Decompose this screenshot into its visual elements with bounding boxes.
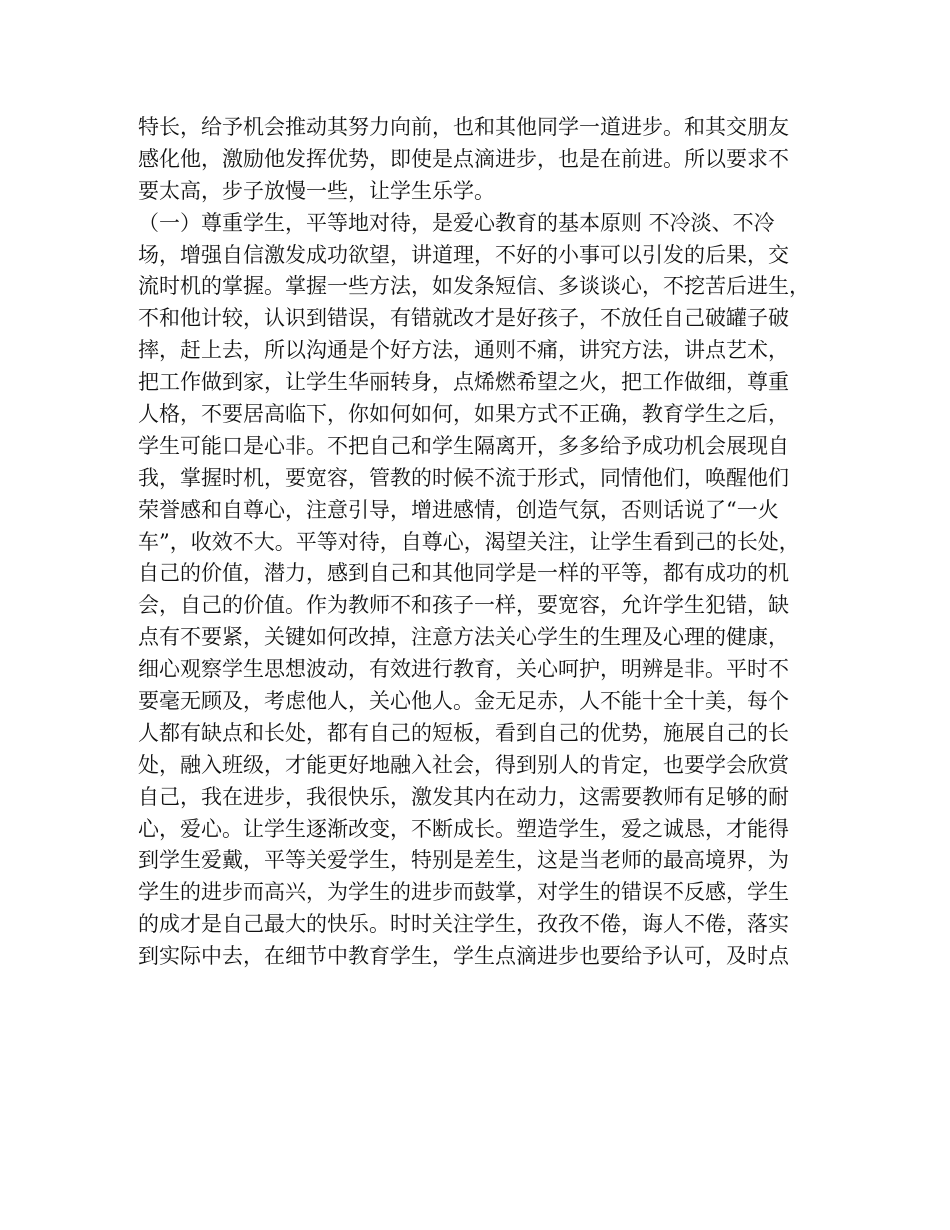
text-line: 荣誉感和自尊心，注意引导，增进感情，创造气氛，否则话说了“一火 <box>138 497 779 522</box>
text-line: 自己，我在进步，我很快乐，激发其内在动力，这需要教师有足够的耐 <box>138 784 789 809</box>
text-line: 处，融入班级，才能更好地融入社会，得到别人的肯定，也要学会欣赏 <box>138 752 789 777</box>
text-line: 不和他计较，认识到错误，有错就改才是好孩子，不放任自己破罐子破 <box>138 306 789 331</box>
text-line: 的成才是自己最大的快乐。时时关注学生，孜孜不倦，诲人不倦，落实 <box>138 912 789 937</box>
body-text <box>138 112 828 973</box>
text-line: 学生的进步而高兴，为学生的进步而鼓掌，对学生的错误不反感，学生 <box>138 880 789 905</box>
section-heading-line: （一）尊重学生，平等地对待，是爱心教育的基本原则 不冷淡、不冷 <box>138 210 775 235</box>
text-line: 感化他，激励他发挥优势，即使是点滴进步，也是在前进。所以要求不 <box>138 146 789 171</box>
text-line: 细心观察学生思想波动，有效进行教育，关心呵护，明辨是非。平时不 <box>138 657 789 682</box>
text-line: 要太高，步子放慢一些，让学生乐学。 <box>138 178 495 203</box>
text-line: 特长，给予机会推动其努力向前，也和其他同学一道进步。和其交朋友 <box>138 115 789 139</box>
text-line: 流时机的掌握。掌握一些方法，如发条短信、多谈谈心，不挖苦后进生， <box>138 274 810 299</box>
text-line: 把工作做到家，让学生华丽转身，点烯燃希望之火，把工作做细，尊重 <box>138 370 789 395</box>
text-line: 点有不要紧，关键如何改掉，注意方法关心学生的生理及心理的健康， <box>138 625 789 650</box>
text-line: 会，自己的价值。作为教师不和孩子一样，要宽容，允许学生犯错，缺 <box>138 593 789 618</box>
text-line: 人格，不要居高临下，你如何如何，如果方式不正确，教育学生之后， <box>138 402 789 427</box>
text-line: 车”，收效不大。平等对待，自尊心，渴望关注，让学生看到己的长处， <box>138 529 800 554</box>
text-line: 自己的价值，潜力，感到自己和其他同学是一样的平等，都有成功的机 <box>138 561 789 586</box>
text-line: 到实际中去，在细节中教育学生，学生点滴进步也要给予认可，及时点 <box>138 944 789 969</box>
text-line: 摔，赶上去，所以沟通是个好方法，通则不痛，讲究方法，讲点艺术， <box>138 338 789 363</box>
text-line: 要毫无顾及，考虑他人，关心他人。金无足赤，人不能十全十美，每个 <box>138 689 789 714</box>
text-line: 场，增强自信激发成功欲望，讲道理，不好的小事可以引发的后果，交 <box>138 242 789 267</box>
text-line: 到学生爱戴，平等关爱学生，特别是差生，这是当老师的最高境界，为 <box>138 848 789 873</box>
text-line: 人都有缺点和长处，都有自己的短板，看到自己的优势，施展自己的长 <box>138 720 789 745</box>
text-line: 心，爱心。让学生逐渐改变，不断成长。塑造学生，爱之诚恳，才能得 <box>138 816 789 841</box>
text-line: 学生可能口是心非。不把自己和学生隔离开，多多给予成功机会展现自 <box>138 433 789 458</box>
text-line: 我，掌握时机，要宽容，管教的时候不流于形式，同情他们，唤醒他们 <box>138 465 789 490</box>
